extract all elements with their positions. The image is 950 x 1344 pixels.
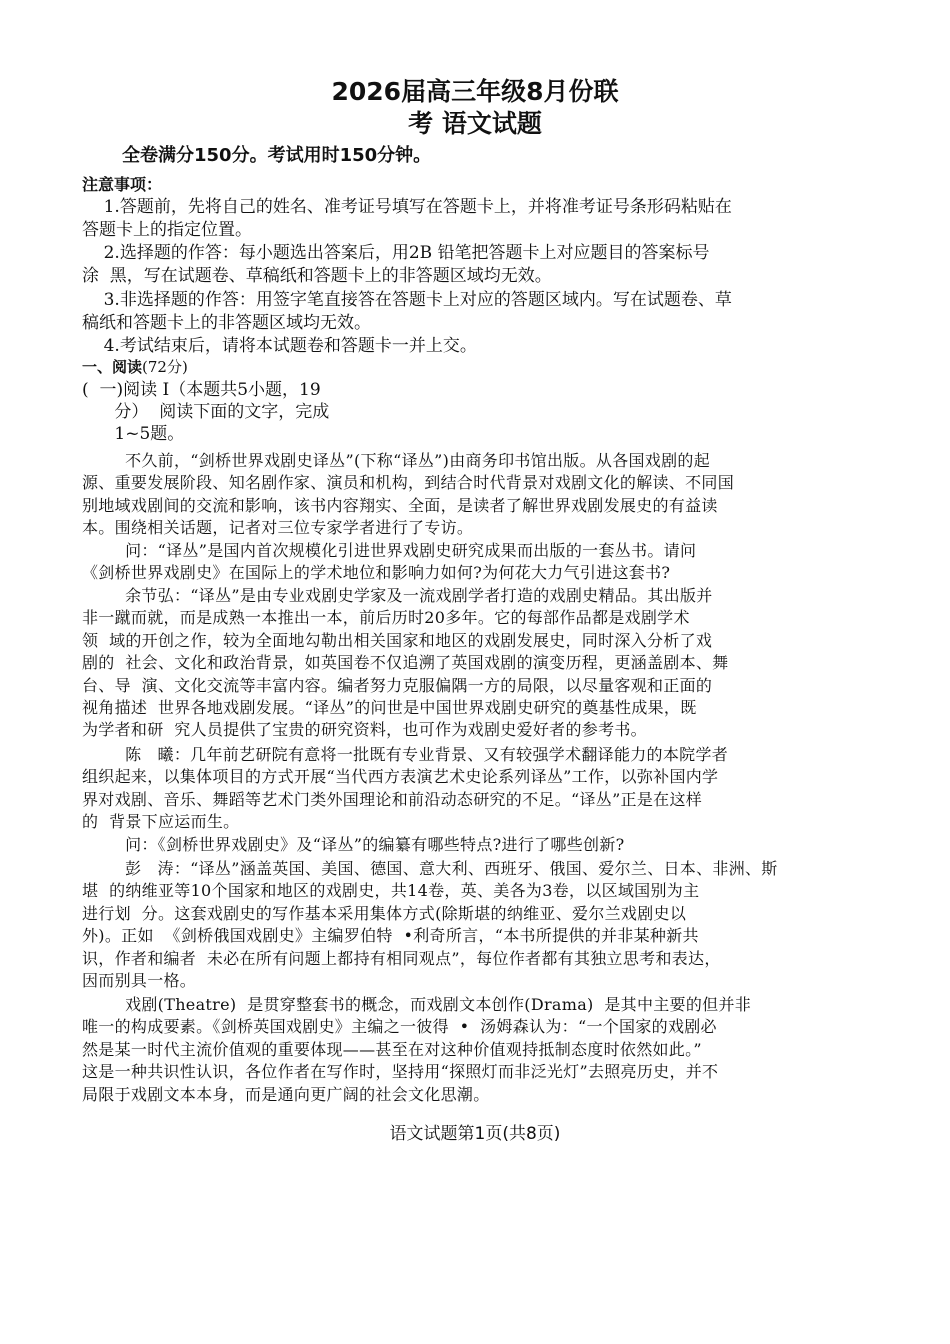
exam-subtitle: 全卷满分150分。考试用时150分钟。	[122, 145, 432, 166]
exam-title-line2: 考 语文试题	[408, 109, 542, 138]
passage-paragraph: 戏剧(Theatre) 是贯穿整套书的概念，而戏剧文本创作(Drama) 是其中主要的但并非 唯一的构成要素。《剑桥英国戏剧史》主编之一彼得 • 汤姆森认为：“一个国家的戏剧必 然是某一时代主流价值观的重要体现——甚至在对这种价值观持抵制态度时依然如此。” 这是一种共识性认识，各位作者在写作时，坚持用“探照灯而非泛光灯”去照亮历史，并不 局限于戏剧文本本身，而是通向更广阔的社会文化思潮。	[82, 995, 752, 1104]
notes-heading: 注意事项：	[82, 175, 163, 194]
note-item: 4.考试结束后，请将本试题卷和答题卡一并上交。	[82, 336, 477, 356]
note-item: 1.答题前，先将自己的姓名、准考证号填写在答题卡上，并将准考证号条形码粘贴在 答题卡上的指定位置。	[82, 197, 732, 240]
passage-paragraph: 陈 曦：几年前艺研院有意将一批既有专业背景、又有较强学术翻译能力的本院学者 组织起来，以集体项目的方式开展“当代西方表演艺术史论系列译丛”工作，以弥补国内学 界对戏剧、音乐、舞蹈等艺术门类外国理论和前沿动态研究的不足。“译丛”正是在这样 的 背景下应运而生。	[82, 745, 729, 832]
section-score: (72分)	[142, 358, 188, 376]
part-instructions: ( 一)阅读 I（本题共5小题，19 分） 阅读下面的文字，完成 1~5题。	[82, 380, 330, 444]
passage-paragraph: 余节弘：“译丛”是由专业戏剧史学家及一流戏剧学者打造的戏剧史精品。其出版并 非一蹴而就，而是成熟一本推出一本，前后历时20多年。它的每部作品都是戏剧学术 领 域的开创之作，较为全面地勾勒出相关国家和地区的戏剧发展史，同时深入分析了戏 剧的 社会、文化和政治背景，如英国卷不仅追溯了英国戏剧的演变历程，更涵盖剧本、舞 台、导 演、文化交流等丰富内容。编者努力克服偏隅一方的局限，以尽量客观和正面的 视角描述 世界各地戏剧发展。“译丛”的问世是中国世界戏剧史研究的奠基性成果，既 为学者和研 究人员提供了宝贵的研究资料，也可作为戏剧史爱好者的参考书。	[82, 586, 729, 740]
section-title-text: 一、阅读	[82, 358, 143, 376]
passage-paragraph: 问：《剑桥世界戏剧史》及“译丛”的编纂有哪些特点?进行了哪些创新?	[82, 835, 625, 854]
page-footer: 语文试题第1页(共8页)	[389, 1124, 561, 1144]
passage-paragraph: 彭 涛：“译丛”涵盖英国、美国、德国、意大利、西班牙、俄国、爱尔兰、日本、非洲、斯 堪 的纳维亚等10个国家和地区的戏剧史，共14卷，英、美各为3卷，以区域国别为主 进行划 分。这套戏剧史的写作基本采用集体方式(除斯堪的纳维亚、爱尔兰戏剧史以 外)。正如 《剑桥俄国戏剧史》主编罗伯特 •利奇所言，“本书所提供的并非某种新共 识，作者和编者 未必在所有问题上都持有相同观点”，每位作者都有其独立思考和表达， 因而别具一格。	[82, 859, 778, 991]
exam-title-line1: 2026届高三年级8月份联	[331, 77, 619, 106]
note-item: 3.非选择题的作答：用签字笔直接答在答题卡上对应的答题区域内。写在试题卷、草 稿纸和答题卡上的非答题区域均无效。	[82, 290, 732, 333]
note-item: 2.选择题的作答：每小题选出答案后，用2B 铅笔把答题卡上对应题目的答案标号 涂 黑，写在试题卷、草稿纸和答题卡上的非答题区域均无效。	[82, 243, 710, 286]
section-title	[82, 356, 188, 378]
passage-paragraph: 问：“译丛”是国内首次规模化引进世界戏剧史研究成果而出版的一套丛书。请问 《剑桥世界戏剧史》在国际上的学术地位和影响力如何?为何花大力气引进这套书?	[82, 541, 697, 583]
passage-paragraph: 不久前，“剑桥世界戏剧史译丛”(下称“译丛”)由商务印书馆出版。从各国戏剧的起 源、重要发展阶段、知名剧作家、演员和机构，到结合时代背景对戏剧文化的解读、不同国 别地域戏剧间的交流和影响，该书内容翔实、全面，是读者了解世界戏剧发展史的有益读 本。围绕相关话题，记者对三位专家学者进行了专访。	[82, 451, 735, 538]
